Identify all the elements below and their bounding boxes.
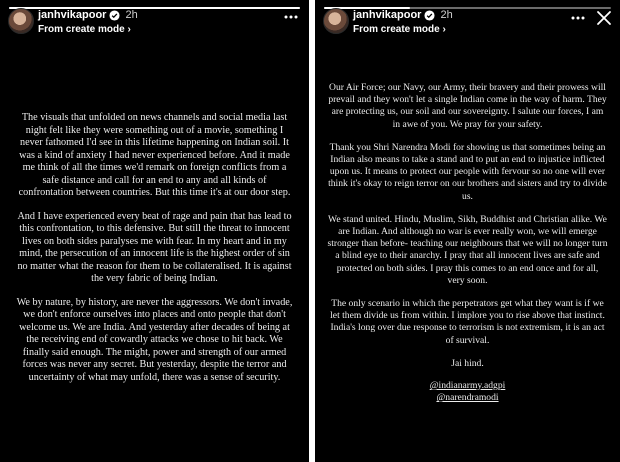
story-paragraph: Our Air Force; our Navy, our Army, their bravery and their prowess will prevail and they won't let a single Indian come in the way of harm. They are protecting us, our soil and our sovereignty. I salute our forces, I am in awe of you. We pray for your safety.: [328, 82, 607, 130]
story-panel-right[interactable]: [315, 0, 620, 462]
create-mode-link[interactable]: From create mode ›: [353, 24, 446, 35]
story-panel-left[interactable]: [0, 0, 309, 462]
post-time: 2h: [125, 9, 138, 21]
username[interactable]: janhvikapoor: [353, 9, 422, 21]
create-mode-link[interactable]: From create mode ›: [38, 24, 131, 35]
avatar[interactable]: [323, 8, 349, 34]
verified-badge-icon: [109, 10, 120, 21]
story-paragraph: Thank you Shri Narendra Modi for showing us that sometimes being an Indian also means to take a stand and to put an end to injustice inflicted upon us. It means to protect our people with fervour so no one will ever think it's okay to reign terror on our brothers and sisters and try to divide us.: [328, 141, 607, 202]
story-header: [0, 4, 309, 38]
story-paragraph: The only scenario in which the perpetrators get what they want is if we let them divide us from within. I implore you to rise above that instinct. India's long over due response to terrorism is not extremism, it is an act of survival.: [330, 298, 605, 346]
avatar[interactable]: [8, 8, 34, 34]
story-header: [315, 4, 620, 38]
verified-badge-icon: [424, 10, 435, 21]
story-text: [315, 82, 620, 404]
mentions-list: [327, 380, 608, 404]
story-paragraph: We stand united. Hindu, Muslim, Sikh, Buddhist and Christian alike. We are Indian. And although no war is ever really won, we will emerge stronger than before- teaching our neighbours that we will no longer turn a blind eye to their anarchy. I pray that all innocent lives are safe and protected on both sides. I pray this comes to an end once and for all, very soon.: [327, 213, 608, 286]
close-icon[interactable]: [596, 10, 612, 26]
more-options-icon[interactable]: [283, 10, 299, 24]
more-options-icon[interactable]: [570, 11, 586, 25]
story-signoff: Jai hind.: [451, 357, 484, 369]
mention-tag[interactable]: @indianarmy.adgpi: [429, 380, 506, 392]
story-text: [0, 112, 309, 395]
username[interactable]: janhvikapoor: [38, 9, 107, 21]
story-paragraph: We by nature, by history, are never the aggressors. We don't invade, we don't enforce ourselves into places and onto people that don't welcome us. We are India. And yesterday after decades of being at the receiving end of cowardly attacks we chose to hit back. We finally said enough. The might, power and strength of our armed forces was never any secret. But yesterday, despite the terror and uncertainty of what may unfold, there was a sense of security.: [16, 296, 293, 383]
post-time: 2h: [440, 9, 453, 21]
story-paragraph: The visuals that unfolded on news channels and social media last night felt like they were something out of a movie, something I never fathomed I'd see in this lifetime happening on Indian soil. It was a kind of anxiety I had never experienced before. And it made me think of all the times we'd remark on foreign conflicts from a safe distance and call for an end to any and all kinds of confrontation between countries. But this time it's at our door step.: [18, 112, 291, 198]
story-paragraph: And I have experienced every beat of rage and pain that has lead to this confrontation, to this defensive. But still the threat to innocent lives on both sides paralyses me with fear. In my heart and in my mind, the persecution of an innocent life is the highest order of sin no matter what the reason for them to be collateralised. It is against the very fabric of being Indian.: [17, 210, 292, 284]
mention-tag[interactable]: @narendramodi: [436, 392, 499, 404]
